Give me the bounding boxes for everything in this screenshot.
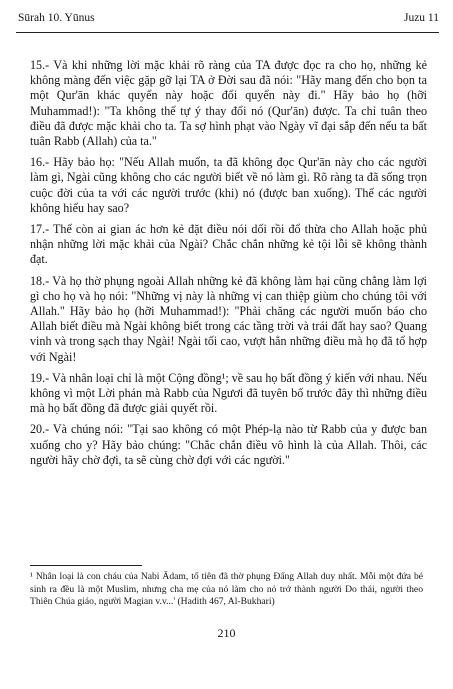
- verse-16: 16.- Hãy bảo họ: "Nếu Allah muốn, ta đã không đọc Qur'ān này cho các người làm gì, Ngài cũng không cho các người biết về nó làm gì. Rõ ràng ta đã sống trọn cuộc đời của ta với các người trước (khi) nó (được ban xuống). Thế các người không hiểu hay sao?: [30, 155, 427, 215]
- footnote-divider: [30, 565, 142, 566]
- verse-text-body: [30, 58, 427, 474]
- verse-20: 20.- Và chúng nói: "Tại sao không có một Phép-lạ nào từ Rabb của y được ban xuống cho y? Hãy bảo chúng: "Chắc chắn điều vô hình là của Allah. Thôi, các người hãy chờ đợi, ta sẽ cùng chờ đợi với các người.": [30, 422, 427, 467]
- verse-19: 19.- Và nhân loại chỉ là một Cộng đồng¹; về sau họ bất đồng ý kiến với nhau. Nếu không vì một Lời phán mà Rabb của Ngươi đã tuyên bố trước đây thì những điều mà họ bất đồng đã được giải quyết rồi.: [30, 370, 427, 416]
- verse-17: 17.- Thế còn ai gian ác hơn kẻ đặt điều nói dối rồi đổ thừa cho Allah hoặc phủ nhận những lời mặc khải của Ngài? Chắc chắn những kẻ tội lỗi sẽ không thành đạt.: [30, 222, 427, 267]
- verse-15: 15.- Và khi những lời mặc khải rõ ràng của TA được đọc ra cho họ, những kẻ không màng đến việc gặp gỡ lại TA ở Đời sau đã nói: "Hãy mang đến cho bọn ta một Qur'ān khác quyển này hoặc đổi quyển này đi." Hãy bảo họ (hỡi Muhammad!): "Ta không thể tự ý thay đổi nó (Qur'ān) được. Ta chỉ tuân theo điều đã được mặc khải cho ta. Ta sợ hình phạt vào Ngày vĩ đại sắp đến nếu ta bất tuân Rabb (Allah) của ta.": [30, 58, 427, 149]
- header-divider: [16, 32, 439, 33]
- header-juzu-label: Juzu 11: [403, 12, 439, 24]
- verse-18: 18.- Và họ thờ phụng ngoài Allah những kẻ đã không làm hại cũng chẳng làm lợi gì cho họ và họ nói: "Những vị này là những vị can thiệp giùm cho chúng tôi với Allah." Hãy bảo họ (hỡi Muhammad!): "Phải chăng các người muốn báo cho Allah biết điều mà Ngài không biết trong các tầng trời và trái đất hay sao? Quang vinh và trong sạch thay Ngài! Ngài tối cao, vượt hẳn những điều mà họ đã tổ hợp với Ngài!: [30, 273, 427, 364]
- running-header: [18, 5, 439, 31]
- header-surah-title: Sūrah 10. Yūnus: [18, 12, 95, 24]
- page-number: 210: [217, 626, 236, 640]
- footnote: ¹ Nhân loại là con cháu của Nabi Ādam, tổ tiên đã thờ phụng Đấng Allah duy nhất. Mỗi một đứa bé sinh ra đều là một Muslim, nhưng cha mẹ của nó làm cho nó trở thành người Do thái, người theo Thiên Chúa giáo, người Magian v.v...' (Hadith 467, Al-Bukhari): [30, 571, 423, 607]
